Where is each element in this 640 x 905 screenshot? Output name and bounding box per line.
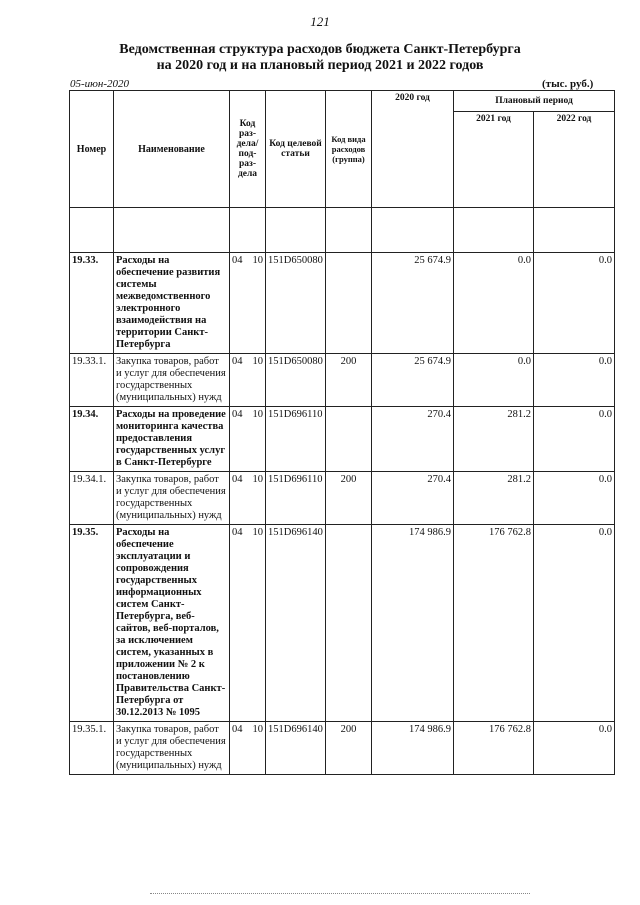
row-amount-2022: 0.0 — [534, 253, 615, 354]
table-row — [70, 253, 615, 354]
row-target-code: 151D696140 — [266, 722, 326, 775]
row-section-b: 10 — [252, 255, 263, 266]
row-section-code — [230, 722, 266, 775]
row-section-a: 04 — [232, 255, 243, 266]
document-date: 05-июн-2020 — [70, 78, 130, 90]
row-name: Расходы на обеспечение эксплуатации и сопровождения государственных информационных систем Санкт-Петербурга, веб-сайтов, веб-порталов, за исключением систем, указанных в приложении № 2 к постановлению Правительства Санкт-Петербурга от 30.12.2013 № 1095 — [114, 525, 230, 722]
row-section-b: 10 — [252, 527, 263, 538]
row-section-code — [230, 253, 266, 354]
row-name: Закупка товаров, работ и услуг для обеспечения государственных (муниципальных) нужд — [114, 354, 230, 407]
table-body — [70, 208, 615, 775]
table-row — [70, 354, 615, 407]
row-section-b: 10 — [252, 474, 263, 485]
row-expense-type: 200 — [326, 722, 372, 775]
row-section-b: 10 — [252, 409, 263, 420]
header-plan-period: Плановый период — [454, 91, 615, 112]
row-amount-2022: 0.0 — [534, 472, 615, 525]
row-amount-2021: 281.2 — [454, 472, 534, 525]
table-row — [70, 472, 615, 525]
row-amount-2021: 176 762.8 — [454, 722, 534, 775]
row-section-a: 04 — [232, 356, 243, 367]
row-section-code — [230, 407, 266, 472]
row-amount-2020: 270.4 — [372, 472, 454, 525]
row-section-code — [230, 354, 266, 407]
row-amount-2022: 0.0 — [534, 354, 615, 407]
budget-table — [69, 90, 615, 775]
row-number: 19.33. — [70, 253, 114, 354]
header-expense-type: Код вида расходов (группа) — [326, 91, 372, 208]
table-row — [70, 722, 615, 775]
row-amount-2022: 0.0 — [534, 407, 615, 472]
header-section: Код раз-дела/ под-раз-дела — [230, 91, 266, 208]
spacer-row — [70, 208, 615, 253]
row-target-code: 151D650080 — [266, 253, 326, 354]
footer-divider — [150, 893, 530, 895]
row-amount-2022: 0.0 — [534, 722, 615, 775]
row-target-code: 151D696140 — [266, 525, 326, 722]
header-target: Код целевой статьи — [266, 91, 326, 208]
row-expense-type: 200 — [326, 472, 372, 525]
header-name: Наименование — [114, 91, 230, 208]
units-label: (тыс. руб.) — [542, 78, 594, 90]
row-number: 19.35.1. — [70, 722, 114, 775]
row-target-code: 151D650080 — [266, 354, 326, 407]
row-expense-type — [326, 253, 372, 354]
title-line-2: на 2020 год и на плановый период 2021 и 2022 годов — [156, 58, 484, 73]
row-amount-2021: 0.0 — [454, 253, 534, 354]
row-amount-2021: 176 762.8 — [454, 525, 534, 722]
table-row — [70, 407, 615, 472]
page-number: 121 — [310, 14, 330, 29]
header-2020: 2020 год — [372, 91, 454, 208]
row-amount-2022: 0.0 — [534, 525, 615, 722]
row-section-a: 04 — [232, 724, 243, 735]
row-amount-2020: 174 986.9 — [372, 722, 454, 775]
header-number: Номер — [70, 91, 114, 208]
row-number: 19.34. — [70, 407, 114, 472]
row-target-code: 151D696110 — [266, 472, 326, 525]
row-section-a: 04 — [232, 474, 243, 485]
row-section-code — [230, 472, 266, 525]
row-name: Расходы на обеспечение развития системы межведомственного электронного взаимодействия на территории Санкт-Петербурга — [114, 253, 230, 354]
row-amount-2020: 270.4 — [372, 407, 454, 472]
row-amount-2021: 281.2 — [454, 407, 534, 472]
row-number: 19.35. — [70, 525, 114, 722]
row-section-b: 10 — [252, 724, 263, 735]
row-amount-2020: 25 674.9 — [372, 253, 454, 354]
row-section-code — [230, 525, 266, 722]
row-section-b: 10 — [252, 356, 263, 367]
header-2021: 2021 год — [454, 112, 534, 208]
document-title — [0, 42, 640, 74]
header-2022: 2022 год — [534, 112, 615, 208]
table-row — [70, 525, 615, 722]
row-section-a: 04 — [232, 409, 243, 420]
row-section-a: 04 — [232, 527, 243, 538]
row-expense-type: 200 — [326, 354, 372, 407]
row-amount-2020: 25 674.9 — [372, 354, 454, 407]
row-name: Закупка товаров, работ и услуг для обеспечения государственных (муниципальных) нужд — [114, 722, 230, 775]
row-name: Закупка товаров, работ и услуг для обеспечения государственных (муниципальных) нужд — [114, 472, 230, 525]
row-amount-2020: 174 986.9 — [372, 525, 454, 722]
row-number: 19.34.1. — [70, 472, 114, 525]
row-number: 19.33.1. — [70, 354, 114, 407]
row-expense-type — [326, 525, 372, 722]
row-amount-2021: 0.0 — [454, 354, 534, 407]
title-line-1: Ведомственная структура расходов бюджета Санкт-Петербурга — [119, 42, 521, 57]
row-expense-type — [326, 407, 372, 472]
row-target-code: 151D696110 — [266, 407, 326, 472]
row-name: Расходы на проведение мониторинга качества предоставления государственных услуг в Санкт-Петербурге — [114, 407, 230, 472]
